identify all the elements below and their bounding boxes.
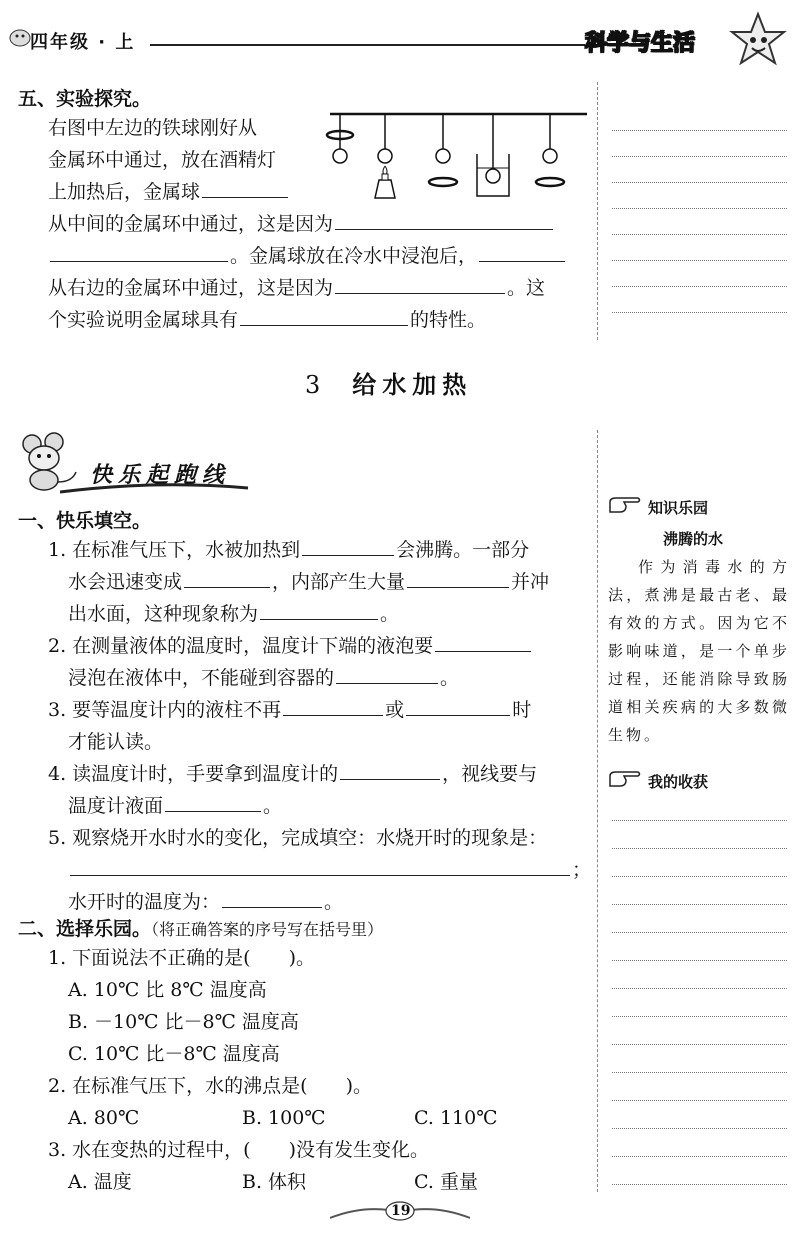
answer-blank[interactable] — [406, 695, 510, 716]
answer-blank[interactable] — [335, 273, 505, 294]
part2-title: 二、选择乐园。 — [18, 918, 152, 940]
pointing-hand-icon — [608, 494, 642, 520]
part1-q3-line1 — [48, 694, 531, 726]
q3-text-c: 时 — [512, 699, 532, 721]
section5-line3 — [48, 176, 290, 208]
part2-q1-option-a[interactable]: A. 10℃ 比 8℃ 温度高 — [68, 979, 267, 1001]
part1-q1-line3 — [68, 598, 399, 630]
header-mascot-icon — [8, 26, 32, 52]
q4-text-b: ，视线要与 — [442, 763, 538, 785]
part2-q2-option-a[interactable]: A. 80℃ — [68, 1107, 140, 1129]
part2-q3: 3. 水在变热的过程中，( )没有发生变化。 — [48, 1139, 429, 1161]
answer-blank[interactable] — [240, 305, 408, 326]
note-line — [612, 208, 787, 209]
q5-text-c: 水开时的温度为： — [68, 891, 221, 913]
part1-q3-line2: 才能认读。 — [68, 731, 164, 753]
q3-text-b: 或 — [385, 699, 405, 721]
q3-text-a: 3. 要等温度计内的液柱不再 — [48, 699, 282, 721]
section5-line6-end: 。这 — [507, 277, 546, 299]
part2-q3-option-a[interactable]: A. 温度 — [68, 1171, 132, 1193]
q4-text-c: 温度计液面 — [68, 795, 164, 817]
q2-text-c: 。 — [440, 667, 460, 689]
header-star-mascot-icon — [728, 10, 788, 74]
answer-blank[interactable] — [335, 209, 553, 230]
section5-line5-text: 。金属球放在冷水中浸泡后， — [230, 245, 478, 267]
part2-q1-option-b[interactable]: B. －10℃ 比－8℃ 温度高 — [68, 1011, 299, 1033]
part1-q4-line1 — [48, 758, 537, 790]
answer-blank[interactable] — [70, 855, 570, 876]
experiment-illustration — [325, 108, 595, 212]
lesson-heading — [305, 365, 472, 400]
answer-blank[interactable] — [260, 599, 378, 620]
lesson-title: 给水加热 — [352, 370, 473, 399]
part2-q1: 1. 下面说法不正确的是( )。 — [48, 947, 315, 969]
note-line — [612, 286, 787, 287]
part2-q2-option-c[interactable]: C. 110℃ — [414, 1107, 498, 1129]
part2-q2: 2. 在标准气压下，水的沸点是( )。 — [48, 1075, 372, 1097]
q4-text-a: 4. 读温度计时，手要拿到温度计的 — [48, 763, 339, 785]
answer-blank[interactable] — [302, 535, 394, 556]
section5-line7 — [48, 304, 486, 336]
section5-line6-text: 从右边的金属环中通过，这是因为 — [48, 277, 334, 299]
part1-q1-line2 — [68, 566, 549, 598]
answer-blank[interactable] — [165, 791, 261, 812]
part2-note: （将正确答案的序号写在括号里） — [151, 920, 384, 939]
note-line — [612, 1100, 787, 1101]
q2-text-b: 浸泡在液体中，不能碰到容器的 — [68, 667, 335, 689]
part1-q5-line2 — [68, 854, 591, 886]
note-line — [612, 1044, 787, 1045]
note-line — [612, 1128, 787, 1129]
note-line — [612, 904, 787, 905]
note-line — [612, 156, 787, 157]
note-line — [612, 988, 787, 989]
knowledge-title: 沸腾的水 — [663, 530, 724, 548]
section5-title: 五、实验探究。 — [18, 88, 152, 110]
part2-q3-option-b[interactable]: B. 体积 — [242, 1171, 307, 1193]
note-line — [612, 182, 787, 183]
note-line — [612, 876, 787, 877]
part2-q1-option-c[interactable]: C. 10℃ 比－8℃ 温度高 — [68, 1043, 280, 1065]
note-line — [612, 260, 787, 261]
section5-line7-end: 的特性。 — [410, 309, 487, 331]
part1-q4-line2 — [68, 790, 282, 822]
note-line — [612, 234, 787, 235]
header-rule — [150, 44, 585, 46]
note-line — [612, 960, 787, 961]
lesson-number: 3 — [305, 371, 327, 399]
answer-blank[interactable] — [222, 887, 322, 908]
part1-q2-line2 — [68, 662, 459, 694]
q1-text-e: 并冲 — [511, 571, 550, 593]
part2-q2-option-b[interactable]: B. 100℃ — [242, 1107, 326, 1129]
knowledge-text: 作为消毒水的方法，煮沸是最古老、最有效的方式。因为它不影响味道，是一个单步过程，还能消除导致肠道相关疾病的大多数微生物。 — [608, 558, 790, 744]
part2-heading — [18, 914, 383, 941]
page-number: 19 — [391, 1203, 411, 1219]
answer-blank[interactable] — [479, 241, 565, 262]
section5-line4-text: 从中间的金属环中通过，这是因为 — [48, 213, 334, 235]
answer-blank[interactable] — [50, 241, 228, 262]
section5-line2: 金属环中通过，放在酒精灯 — [48, 149, 277, 171]
note-line — [612, 130, 787, 131]
part1-q2-line1 — [48, 630, 533, 662]
q1-text-c: 水会迅速变成 — [68, 571, 183, 593]
answer-blank[interactable] — [336, 663, 438, 684]
answer-blank[interactable] — [407, 567, 509, 588]
section5-line1: 右图中左边的铁球刚好从 — [48, 117, 258, 139]
part1-q5-line1: 5. 观察烧开水时水的变化，完成填空：水烧开时的现象是： — [48, 827, 548, 849]
section5-line6 — [48, 272, 545, 304]
section5-line3-text: 上加热后，金属球 — [48, 181, 201, 203]
upper-side-separator — [597, 82, 598, 340]
section5-line5 — [48, 240, 567, 272]
note-line — [612, 1156, 787, 1157]
note-line — [612, 1016, 787, 1017]
part1-title: 一、快乐填空。 — [18, 510, 152, 532]
section5-line4 — [48, 208, 555, 240]
note-line — [612, 820, 787, 821]
banner-text: 快乐起跑线 — [90, 463, 231, 488]
answer-blank[interactable] — [283, 695, 383, 716]
q5-text-b: ； — [572, 859, 592, 881]
q1-text-d: ，内部产生大量 — [272, 571, 406, 593]
answer-blank[interactable] — [184, 567, 270, 588]
banner-swoosh — [60, 478, 250, 502]
q5-text-d: 。 — [324, 891, 344, 913]
answer-blank[interactable] — [202, 177, 288, 198]
note-line — [612, 848, 787, 849]
q1-text-g: 。 — [380, 603, 400, 625]
note-line — [612, 1184, 787, 1185]
lower-side-separator — [597, 430, 598, 1192]
pointing-hand-icon — [608, 768, 642, 794]
part1-q1-line1 — [48, 534, 529, 566]
q4-text-d: 。 — [263, 795, 283, 817]
answer-blank[interactable] — [435, 631, 531, 652]
q1-text-b: 会沸腾。一部分 — [396, 539, 530, 561]
header-brand: 科学与生活 — [585, 31, 696, 56]
answer-blank[interactable] — [340, 759, 440, 780]
harvest-label: 我的收获 — [648, 773, 709, 791]
knowledge-label: 知识乐园 — [648, 499, 709, 517]
note-line — [612, 932, 787, 933]
note-line — [612, 1072, 787, 1073]
q2-text-a: 2. 在测量液体的温度时，温度计下端的液泡要 — [48, 635, 434, 657]
section5-line7-text: 个实验说明金属球具有 — [48, 309, 239, 331]
q1-text-f: 出水面，这种现象称为 — [68, 603, 259, 625]
part2-q3-option-c[interactable]: C. 重量 — [414, 1171, 478, 1193]
note-line — [612, 312, 787, 313]
q1-text-a: 1. 在标准气压下，水被加热到 — [48, 539, 301, 561]
header-grade: 四年级 · 上 — [30, 32, 136, 53]
